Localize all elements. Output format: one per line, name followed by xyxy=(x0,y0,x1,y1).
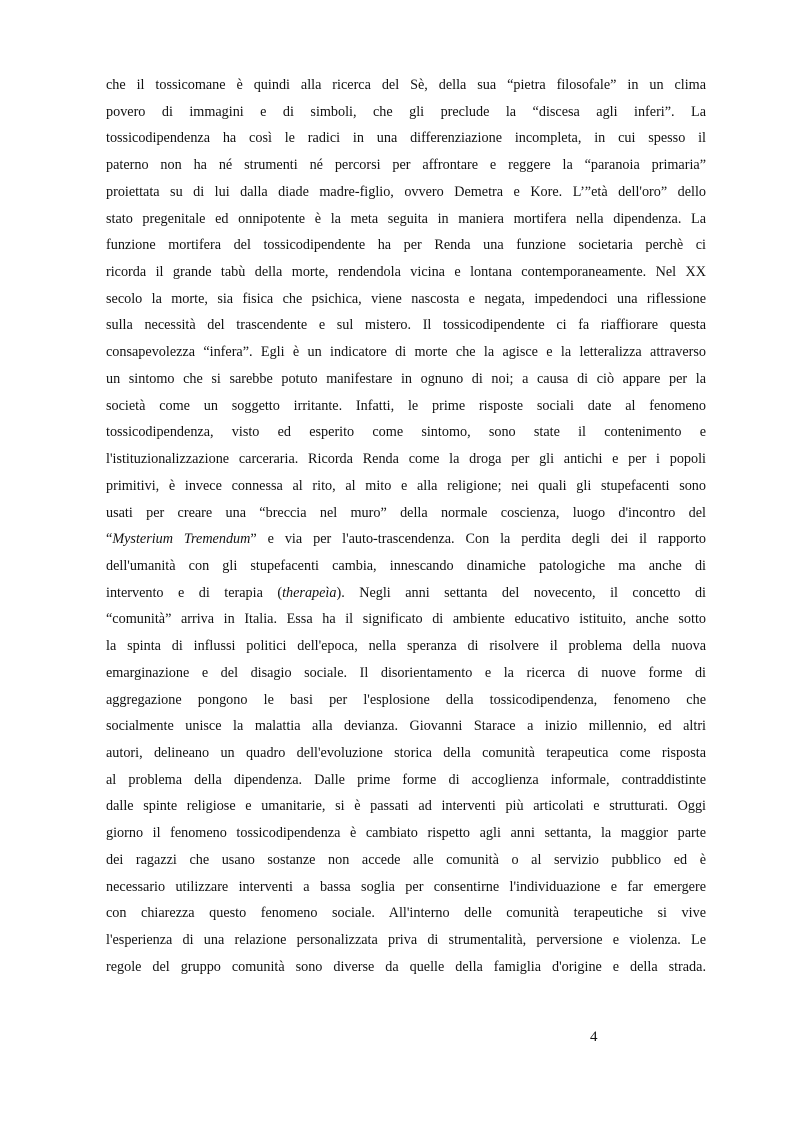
text-segment: usati per creare una “breccia nel muro” della normale coscienza, luogo d'incontro del xyxy=(106,504,706,521)
text-line xyxy=(106,740,706,767)
text-segment: la spinta di influssi politici dell'epoca, nella speranza di risolvere il problema della nuova xyxy=(106,638,706,655)
text-line xyxy=(106,553,706,580)
text-line xyxy=(106,767,706,794)
text-segment: intervento e di terapia ( xyxy=(106,584,283,601)
text-line xyxy=(106,793,706,820)
text-segment: necessario utilizzare interventi a bassa soglia per consentirne l'individuazione e far emergere xyxy=(106,878,706,895)
text-segment: società come un soggetto irritante. Infatti, le prime risposte sociali date al fenomeno xyxy=(106,397,706,414)
text-segment: ). Negli anni settanta del novecento, il concetto di xyxy=(336,584,706,601)
text-segment: “ xyxy=(106,531,113,548)
text-segment: al problema della dipendenza. Dalle prime forme di accoglienza informale, contraddistinte xyxy=(106,771,706,788)
text-segment: tossicodipendenza ha così le radici in una differenziazione incompleta, in cui spesso il xyxy=(106,130,706,147)
text-line xyxy=(106,633,706,660)
text-line xyxy=(106,874,706,901)
text-segment: l'esperienza di una relazione personalizzata priva di strumentalità, perversione e violenza. Le xyxy=(106,932,706,948)
text-line xyxy=(106,179,706,206)
text-segment: secolo la morte, sia fisica che psichica, viene nascosta e negata, impedendoci una riflessione xyxy=(106,290,706,307)
text-segment: dei ragazzi che usano sostanze non accede alle comunità o al servizio pubblico ed è xyxy=(106,851,706,868)
text-segment: proiettata su di lui dalla diade madre-figlio, ovvero Demetra e Kore. L’”età dell'oro” dello xyxy=(106,183,706,200)
text-line xyxy=(106,473,706,500)
text-segment: con chiarezza questo fenomeno sociale. All'interno delle comunità terapeutiche si vive xyxy=(106,905,706,922)
text-line xyxy=(106,259,706,286)
text-line xyxy=(106,312,706,339)
text-segment: povero di immagini e di simboli, che gli preclude la “discesa agli inferi”. La xyxy=(106,103,706,120)
text-segment: funzione mortifera del tossicodipendente ha per Renda una funzione societaria perchè ci xyxy=(106,237,706,254)
page-number: 4 xyxy=(590,1029,598,1045)
text-line xyxy=(106,206,706,233)
text-line xyxy=(106,500,706,527)
text-line xyxy=(106,847,706,874)
text-segment: consapevolezza “infera”. Egli è un indicatore di morte che la agisce e la letteralizza attraverso xyxy=(106,344,706,361)
text-line xyxy=(106,900,706,927)
text-line xyxy=(106,419,706,446)
text-line xyxy=(106,125,706,152)
italic-term: therapeìa xyxy=(282,584,337,601)
text-segment: ” e via per l'auto-trascendenza. Con la perdita degli dei il rapporto xyxy=(250,531,706,548)
text-line xyxy=(106,580,706,607)
text-segment: che il tossicomane è quindi alla ricerca del Sè, della sua “pietra filosofale” in un clima xyxy=(106,77,706,93)
italic-term: Mysterium Tremendum xyxy=(112,531,251,548)
text-line xyxy=(106,339,706,366)
text-segment: giorno il fenomeno tossicodipendenza è cambiato rispetto agli anni settanta, la maggior parte xyxy=(106,825,706,842)
text-segment: tossicodipendenza, visto ed esperito come sintomo, sono state il contenimento e xyxy=(106,424,706,441)
text-segment: paterno non ha né strumenti né percorsi per affrontare e reggere la “paranoia primaria” xyxy=(106,157,706,174)
text-segment: aggregazione pongono le basi per l'esplosione della tossicodipendenza, fenomeno che xyxy=(106,691,706,708)
text-line xyxy=(106,713,706,740)
text-line xyxy=(106,927,706,954)
text-line xyxy=(106,232,706,259)
text-segment: l'istituzionalizzazione carceraria. Ricorda Renda come la droga per gli antichi e per i popoli xyxy=(106,451,706,468)
text-line xyxy=(106,72,706,99)
text-line xyxy=(106,393,706,420)
text-segment: dell'umanità con gli stupefacenti cambia, innescando dinamiche patologiche ma anche di xyxy=(106,557,706,574)
text-line xyxy=(106,152,706,179)
text-segment: stato pregenitale ed onnipotente è la meta seguita in maniera mortifera nella dipendenza. La xyxy=(106,210,706,227)
text-line xyxy=(106,366,706,393)
text-segment: emarginazione e del disagio sociale. Il disorientamento e la ricerca di nuove forme di xyxy=(106,664,706,681)
text-line xyxy=(106,526,706,553)
text-segment: ricorda il grande tabù della morte, rendendola vicina e lontana contemporaneamente. Nel XX xyxy=(106,264,706,281)
text-segment: dalle spinte religiose e umanitarie, si è passati ad interventi più articolati e strutturati. Oggi xyxy=(106,798,706,815)
text-line xyxy=(106,446,706,473)
text-line xyxy=(106,660,706,687)
text-line xyxy=(106,606,706,633)
text-line xyxy=(106,954,706,981)
text-line xyxy=(106,286,706,313)
text-line xyxy=(106,687,706,714)
text-segment: autori, delineano un quadro dell'evoluzione storica della comunità terapeutica come risposta xyxy=(106,744,706,761)
text-segment: “comunità” arriva in Italia. Essa ha il significato di ambiente educativo istituito, anche sotto xyxy=(106,611,706,628)
text-segment: regole del gruppo comunità sono diverse da quelle della famiglia d'origine e della strada. xyxy=(106,958,706,975)
text-line xyxy=(106,820,706,847)
text-segment: sulla necessità del trascendente e sul mistero. Il tossicodipendente ci fa riaffiorare questa xyxy=(106,317,706,334)
text-line xyxy=(106,99,706,126)
text-segment: socialmente unisce la malattia alla devianza. Giovanni Starace a inizio millennio, ed altri xyxy=(106,718,706,735)
body-paragraph xyxy=(106,72,706,980)
text-segment: primitivi, è invece connessa al rito, al mito e alla religione; nei quali gli stupefacenti sono xyxy=(106,477,706,494)
text-segment: un sintomo che si sarebbe potuto manifestare in ognuno di noi; a causa di ciò appare per la xyxy=(106,370,706,387)
